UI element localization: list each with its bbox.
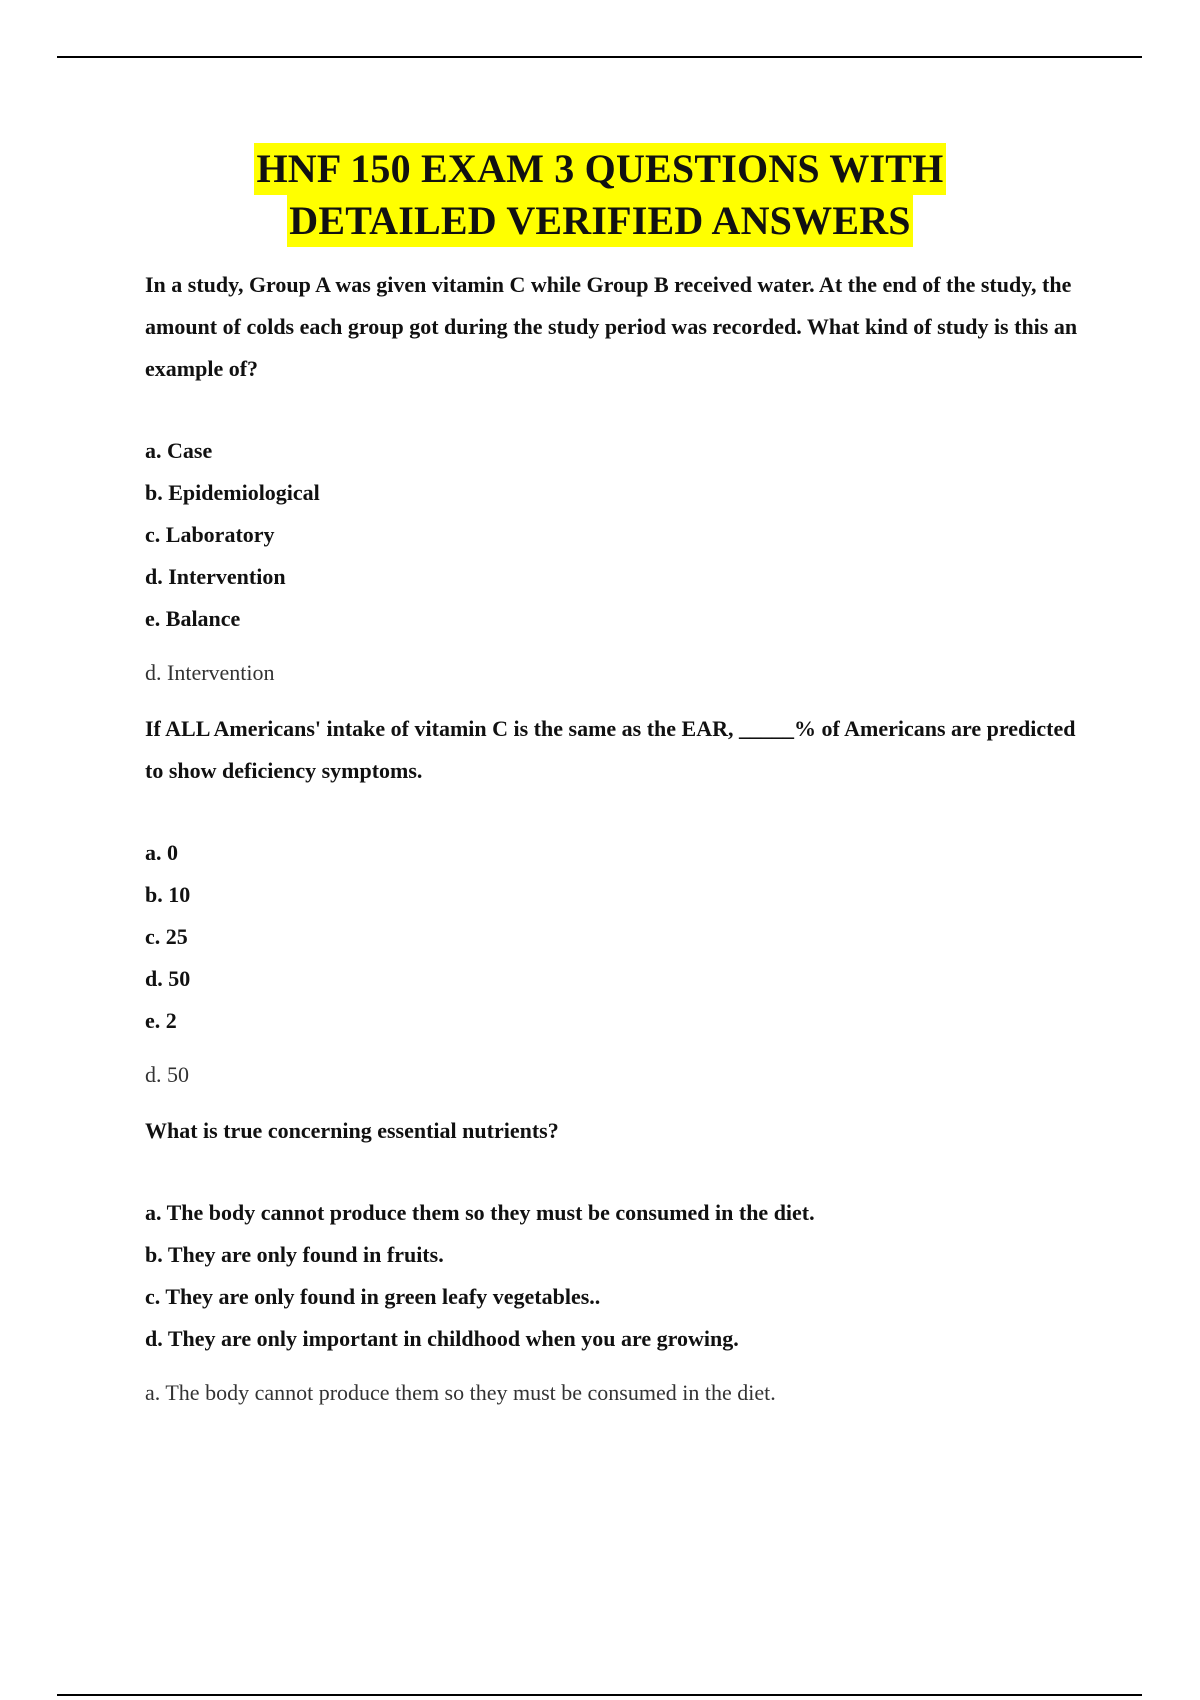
option-item: c. 25 bbox=[145, 924, 188, 949]
document-title bbox=[0, 143, 1200, 247]
title-line-2: DETAILED VERIFIED ANSWERS bbox=[287, 195, 912, 247]
option-item: d. 50 bbox=[145, 966, 191, 991]
question-block-2 bbox=[145, 708, 1080, 1096]
options-list bbox=[145, 430, 1080, 640]
answer-text: d. Intervention bbox=[145, 660, 275, 685]
options-list bbox=[145, 832, 1080, 1042]
option-item: a. 0 bbox=[145, 840, 178, 865]
option-item: e. Balance bbox=[145, 606, 241, 631]
option-item: d. Intervention bbox=[145, 564, 286, 589]
options-list bbox=[145, 1192, 1080, 1360]
option-item: b. They are only found in fruits. bbox=[145, 1242, 444, 1267]
option-item: b. Epidemiological bbox=[145, 480, 320, 505]
question-block-3 bbox=[145, 1110, 1080, 1414]
option-item: d. They are only important in childhood when you are growing. bbox=[145, 1326, 739, 1351]
question-text: In a study, Group A was given vitamin C while Group B received water. At the end of the study, the amount of colds each group got during the study period was recorded. What kind of study is this an example of? bbox=[145, 272, 1078, 381]
answer-text: a. The body cannot produce them so they must be consumed in the diet. bbox=[145, 1380, 776, 1405]
option-item: e. 2 bbox=[145, 1008, 177, 1033]
questions-content bbox=[145, 264, 1080, 1428]
answer-text: d. 50 bbox=[145, 1062, 189, 1087]
option-item: a. Case bbox=[145, 438, 213, 463]
question-text: What is true concerning essential nutrients? bbox=[145, 1118, 559, 1143]
bottom-rule bbox=[57, 1694, 1142, 1696]
top-rule bbox=[57, 56, 1142, 58]
option-item: a. The body cannot produce them so they must be consumed in the diet. bbox=[145, 1200, 815, 1225]
question-text: If ALL Americans' intake of vitamin C is the same as the EAR, _____% of Americans are predicted to show deficiency symptoms. bbox=[145, 716, 1076, 783]
title-line-1: HNF 150 EXAM 3 QUESTIONS WITH bbox=[254, 143, 945, 195]
option-item: c. They are only found in green leafy vegetables.. bbox=[145, 1284, 601, 1309]
question-block-1 bbox=[145, 264, 1080, 694]
option-item: b. 10 bbox=[145, 882, 191, 907]
option-item: c. Laboratory bbox=[145, 522, 275, 547]
